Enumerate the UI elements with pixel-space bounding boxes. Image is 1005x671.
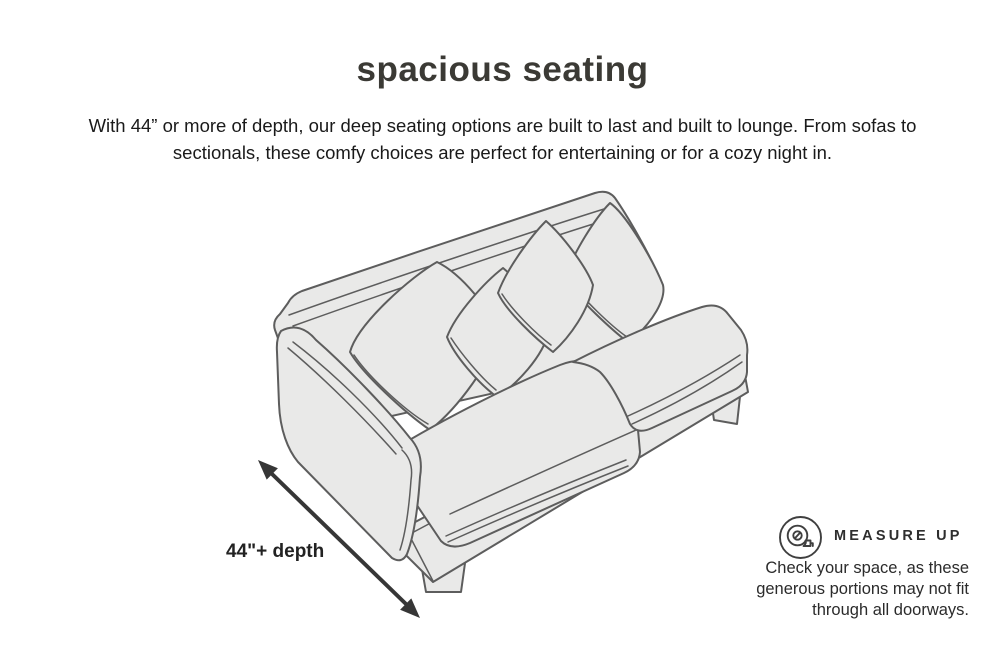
tape-measure-icon bbox=[778, 515, 823, 560]
measure-up-note-line: generous portions may not fit bbox=[756, 580, 969, 598]
measure-up-heading: MEASURE UP bbox=[834, 528, 963, 544]
sofa-line-art bbox=[274, 192, 748, 592]
measure-up-note bbox=[729, 558, 969, 621]
page-title: spacious seating bbox=[356, 50, 649, 89]
measure-up-note-line: Check your space, as these bbox=[765, 559, 969, 577]
measure-up-note-line: through all doorways. bbox=[812, 601, 969, 619]
depth-dimension-label: 44"+ depth bbox=[226, 541, 325, 562]
intro-paragraph: With 44” or more of depth, our deep seating options are built to last and built to lounge. From sofas to sectionals, these comfy choices are perfect for entertaining or for a cozy night in. bbox=[88, 115, 917, 163]
